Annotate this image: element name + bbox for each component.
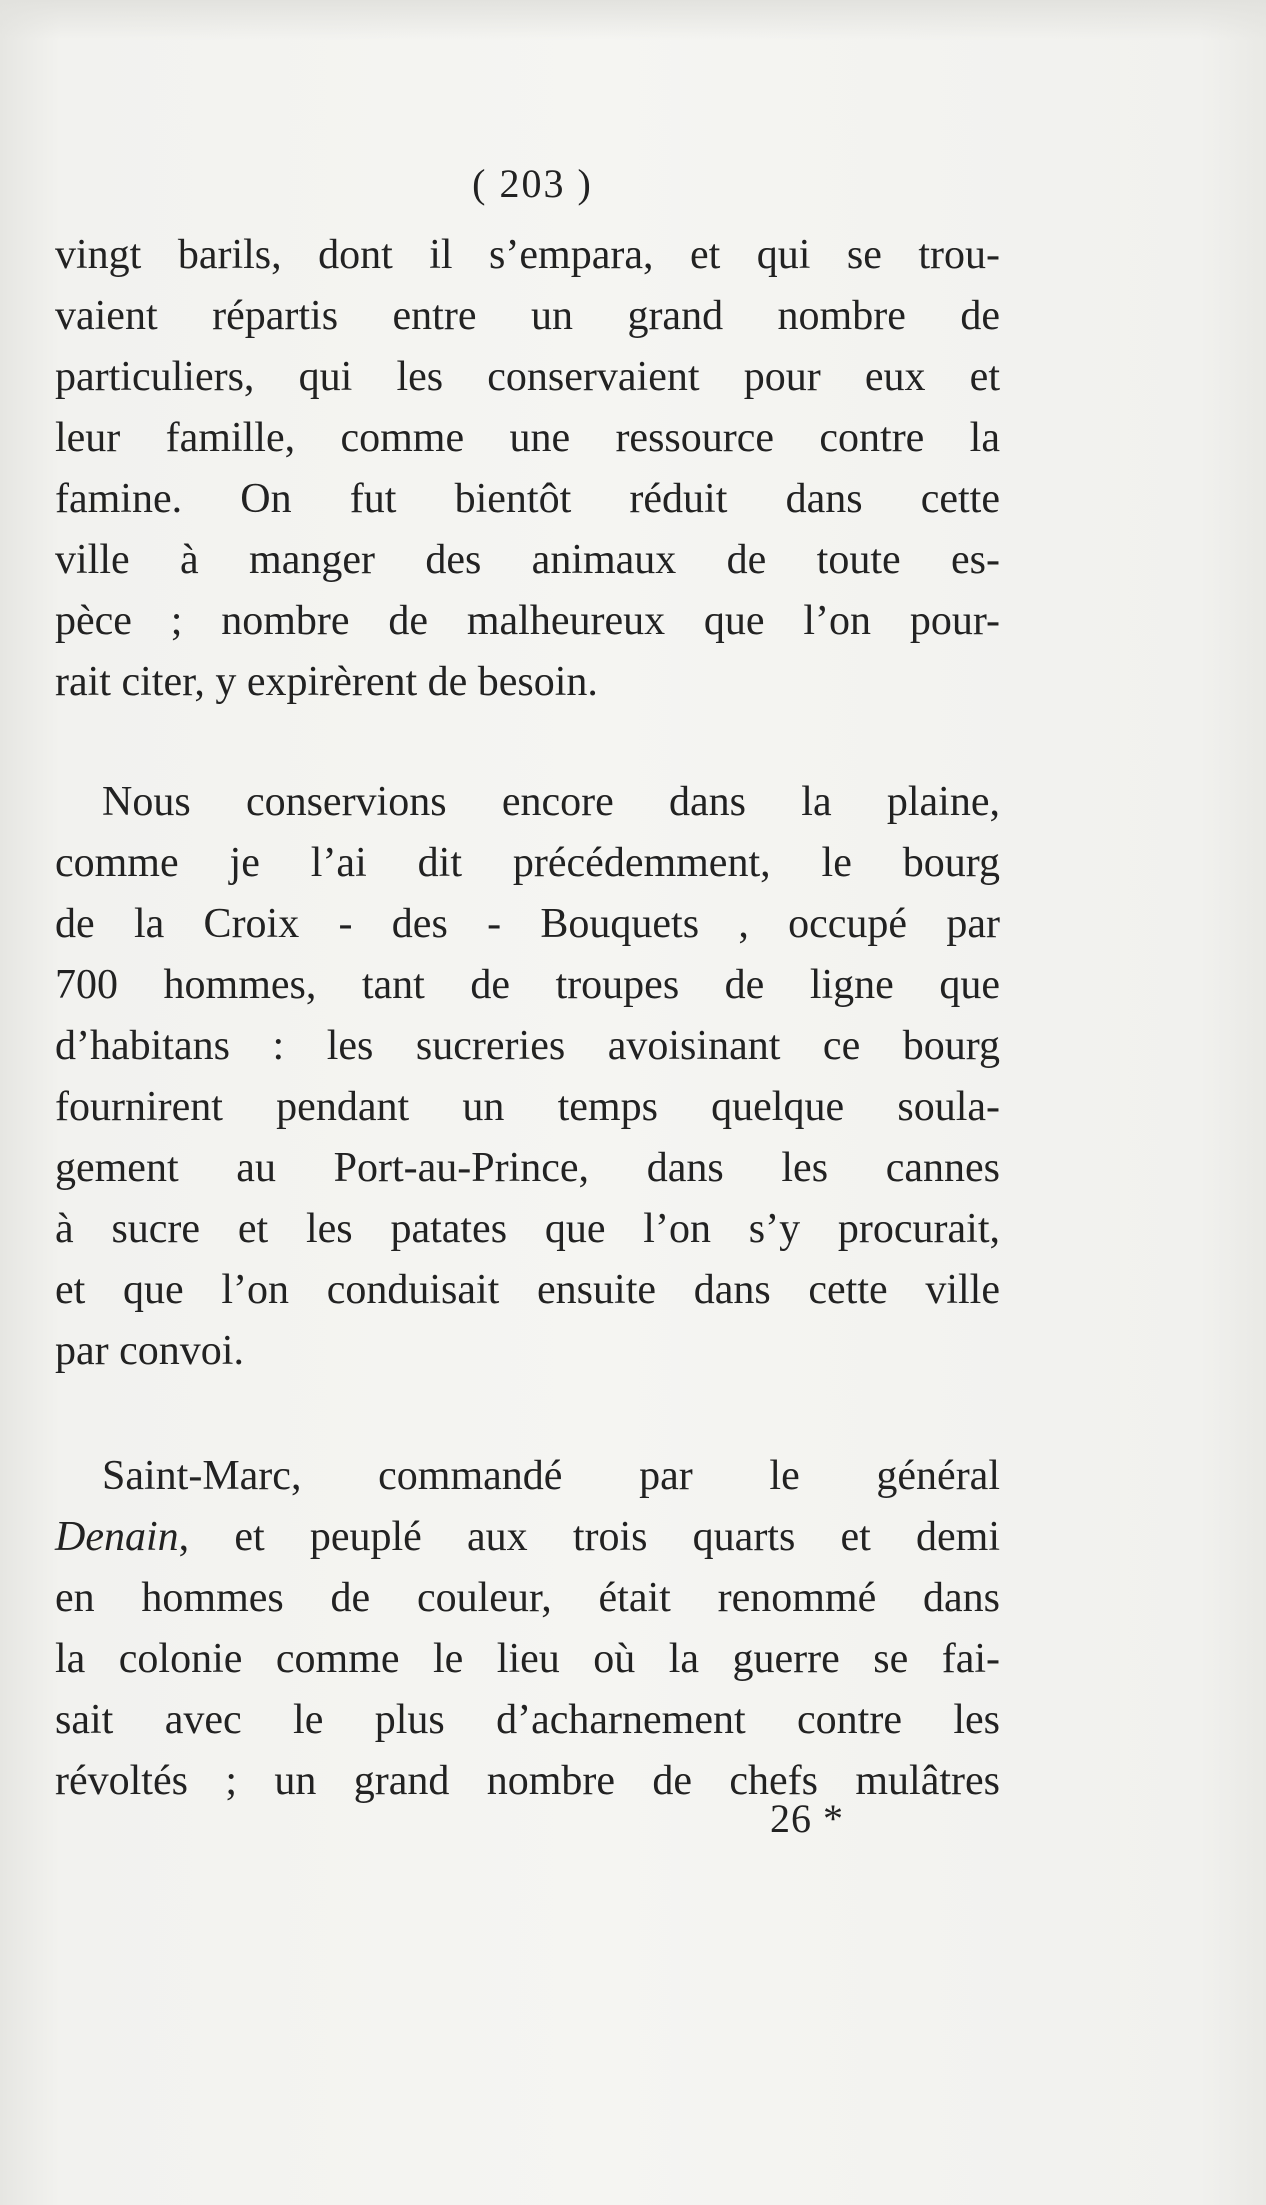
text-line: et que l’on conduisait ensuite dans cette ville — [55, 1267, 1000, 1313]
text-line: en hommes de couleur, était renommé dans — [55, 1575, 1000, 1621]
text-line: d’habitans : les sucreries avoisinant ce bourg — [55, 1023, 1000, 1069]
text-line: vingt barils, dont il s’empara, et qui se trou- — [55, 232, 1000, 278]
text-line: par convoi. — [55, 1328, 244, 1374]
paragraph-3 — [55, 1446, 1000, 1812]
text-line: Nous conservions encore dans la plaine, — [102, 779, 1000, 825]
paragraph-1 — [55, 225, 1000, 713]
text-line: la colonie comme le lieu où la guerre se fai- — [55, 1636, 1000, 1682]
text-line: fournirent pendant un temps quelque soula- — [55, 1084, 1000, 1130]
text-line: Saint-Marc, commandé par le général — [102, 1453, 1000, 1499]
signature-mark: 26 * — [770, 1796, 844, 1841]
paragraph-2 — [55, 772, 1000, 1382]
text-line: révoltés ; un grand nombre de chefs mulâtres — [55, 1758, 1000, 1804]
text-line: ville à manger des animaux de toute es- — [55, 537, 1000, 583]
text-line: à sucre et les patates que l’on s’y procurait, — [55, 1206, 1000, 1252]
text-line: famine. On fut bientôt réduit dans cette — [55, 476, 1000, 522]
text-line: leur famille, comme une ressource contre la — [55, 415, 1000, 461]
text-line: vaient répartis entre un grand nombre de — [55, 293, 1000, 339]
text-line: comme je l’ai dit précédemment, le bourg — [55, 840, 1000, 886]
text-line: sait avec le plus d’acharnement contre les — [55, 1697, 1000, 1743]
paragraph-spacer — [55, 713, 1000, 772]
page-number: ( 203 ) — [472, 161, 593, 206]
text-line: gement au Port-au-Prince, dans les cannes — [55, 1145, 1000, 1191]
page-top-shadow — [0, 0, 1266, 40]
text-line — [55, 1507, 1000, 1568]
text-line: 700 hommes, tant de troupes de ligne que — [55, 962, 1000, 1008]
body-text — [55, 225, 1000, 1812]
text-line: particuliers, qui les conservaient pour eux et — [55, 354, 1000, 400]
text-line: pèce ; nombre de malheureux que l’on pour- — [55, 598, 1000, 644]
paragraph-spacer — [55, 1382, 1000, 1446]
text-line: rait citer, y expirèrent de besoin. — [55, 659, 598, 705]
text-fragment: , et peuplé aux trois quarts et demi — [178, 1514, 1000, 1560]
person-name: Denain — [55, 1514, 179, 1560]
text-line: de la Croix - des - Bouquets , occupé par — [55, 901, 1000, 947]
